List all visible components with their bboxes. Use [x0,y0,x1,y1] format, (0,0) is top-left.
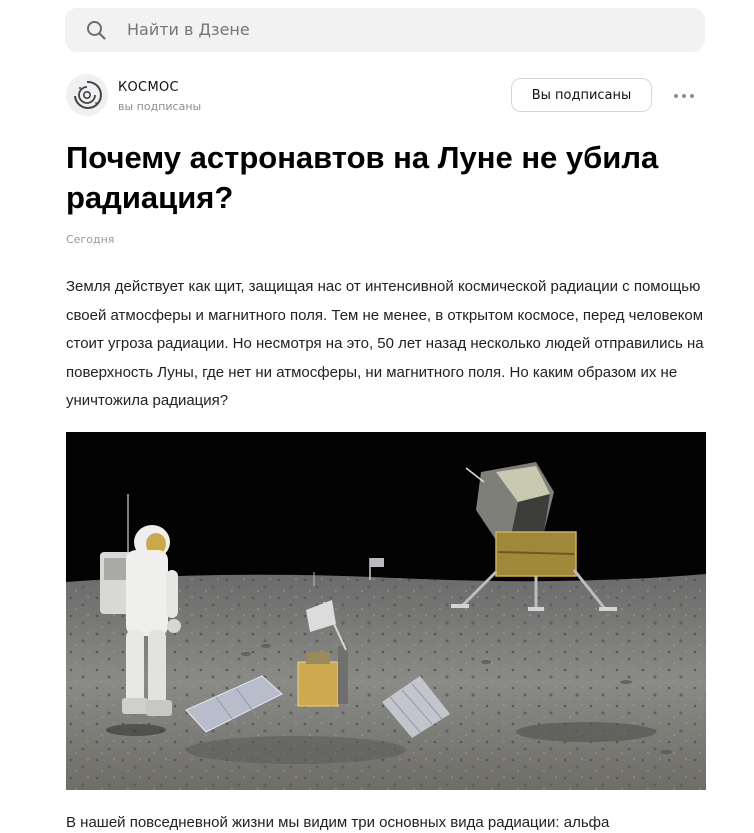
article-next-paragraph: В нашей повседневной жизни мы видим три основных вида радиации: альфа [66,814,610,831]
article-intro: Земля действует как щит, защищая нас от интенсивной космической радиации с помощью своей атмосферы и магнитного поля. Тем не менее, в открытом космосе, перед человеком стоит угроза радиации. Но несмотря на это, 50 лет назад несколько людей отправились на поверхность Луны, где нет ни атмосферы, ни магнитного поля. Но каким образом их не уничтожила радиация? [66,278,704,409]
channel-name[interactable]: КОСМОС [118,80,179,95]
search-input[interactable] [125,19,649,40]
publish-date: Сегодня [66,233,115,246]
article-photo[interactable] [66,432,706,790]
article-title: Почему астронавтов на Луне не убила радиация? [66,140,659,215]
search-icon [86,20,106,40]
more-menu-button[interactable] [669,84,699,108]
more-dots-icon [674,94,694,98]
subscription-status: вы подписаны [118,100,202,113]
channel-avatar[interactable] [66,74,108,116]
moon-landing-photo [66,432,706,790]
galaxy-logo-icon [66,74,108,116]
search-bar[interactable] [65,8,705,52]
subscribed-button[interactable]: Вы подписаны [511,78,652,112]
